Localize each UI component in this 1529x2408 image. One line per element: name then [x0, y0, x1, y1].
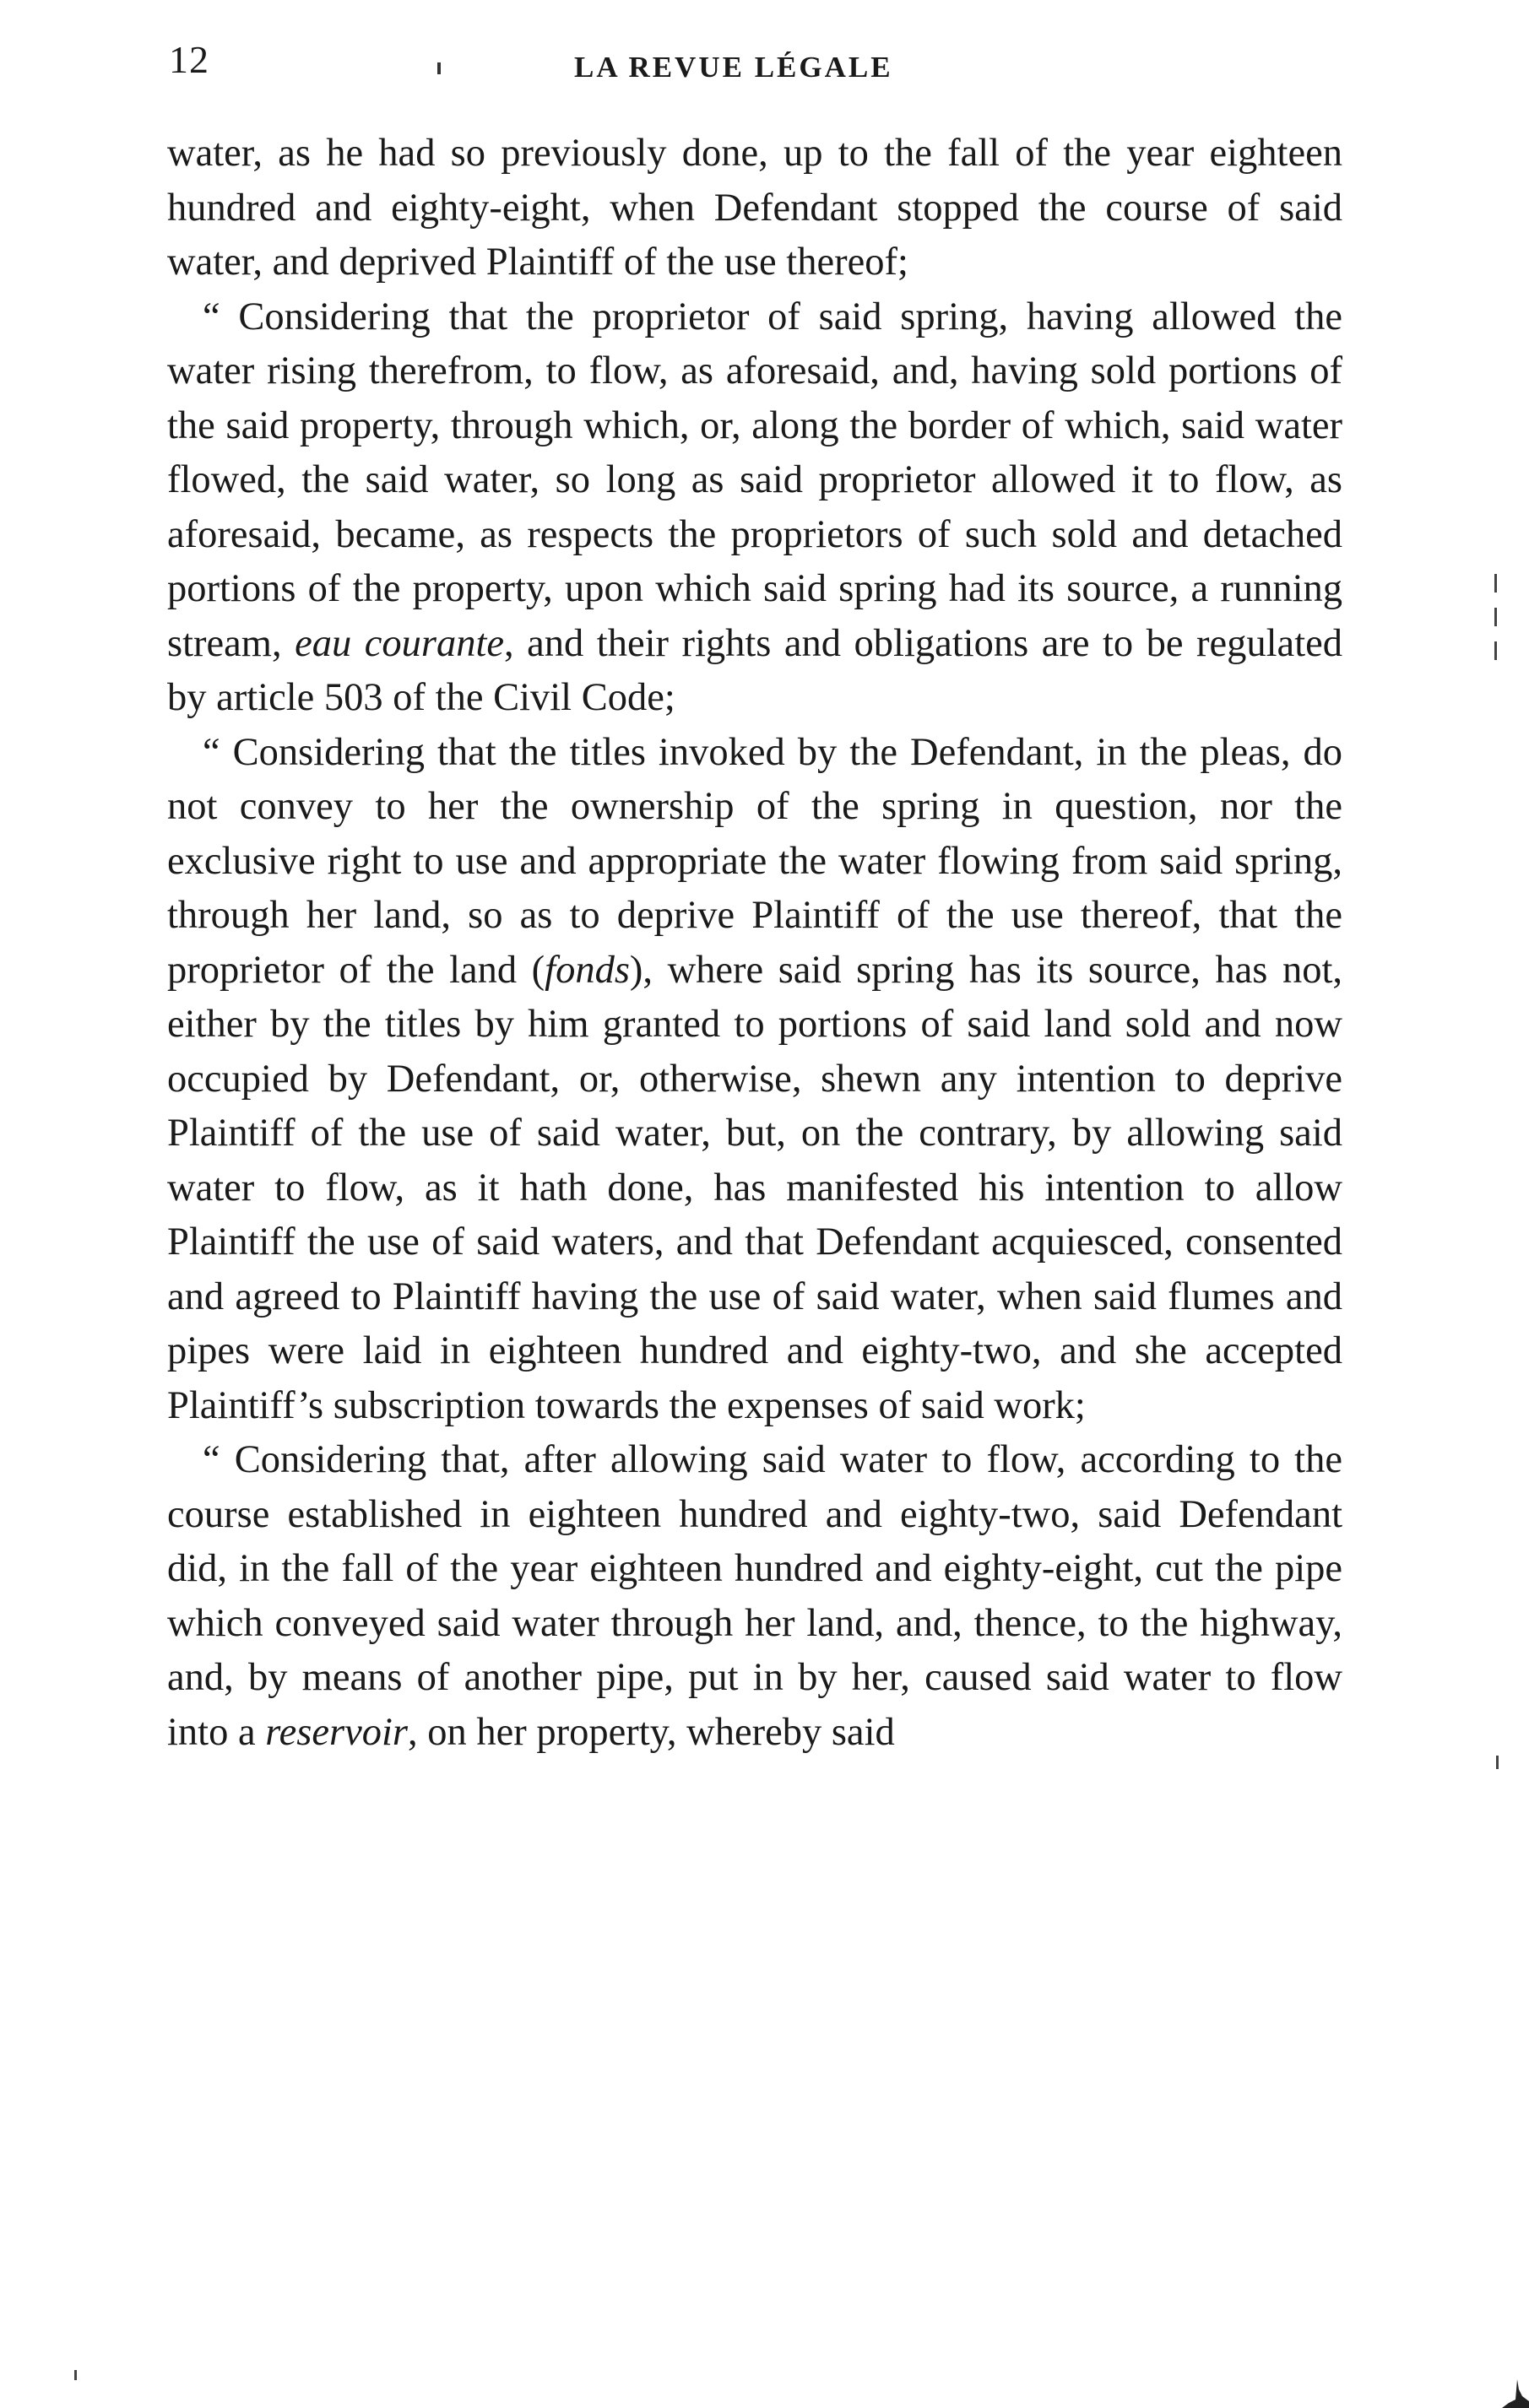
text-segment: “ Considering that, after allowing said water to flow, according to the course established in eighteen hundred and eighty-two, said Defendant did, in the fall of the year eighteen hundred and eighty-eight, cut the pipe which conveyed said water through her land, and, thence, to the highway, and, by means of another pipe, put in by her, caused said water to flow into a — [167, 1438, 1342, 1754]
text-segment: ), where said spring has its source, has not, either by the titles by him granted to portions of said land sold and now occupied by Defendant, or, otherwise, shewn any intention to deprive Plaintiff of the use of said water, but, on the contrary, by allowing said water to flow, as it hath done, has manifested his intention to allow Plaintiff the use of said waters, and that Defendant acquiesced, consented and agreed to Plaintiff having the use of said water, when said flumes and pipes were laid in eighteen hundred and eighty-two, and she accepted Plaintiff’s subscription towards the expenses of said work; — [167, 948, 1342, 1427]
header-ornament — [437, 62, 441, 74]
text-segment: , on her property, whereby said — [407, 1710, 895, 1754]
page-body — [167, 127, 1342, 1760]
margin-scan-mark — [1494, 641, 1497, 660]
italic-term: eau courante — [295, 621, 505, 665]
page-header — [169, 37, 1351, 88]
margin-scan-mark — [74, 2370, 77, 2380]
margin-scan-mark — [1496, 1756, 1499, 1769]
paragraph — [167, 290, 1342, 726]
margin-scan-mark — [1494, 574, 1497, 593]
corner-scan-mark — [1497, 2378, 1529, 2408]
text-segment: “ Considering that the proprietor of said spring, having allowed the water rising therefrom, to flow, as aforesaid, and, having sold portions of the said property, through which, or, along the border of which, said water flowed, the said water, so long as said proprietor allowed it to flow, as aforesaid, became, as respects the proprietors of such sold and detached portions of the property, upon which said spring had its source, a running stream, — [167, 295, 1342, 665]
paragraph — [167, 1433, 1342, 1760]
paragraph — [167, 726, 1342, 1434]
text-segment: water, as he had so previously done, up to the fall of the year eighteen hundred and eighty-eight, when Defendant stopped the course of said water, and deprived Plaintiff of the use thereof; — [167, 132, 1342, 284]
text-segment: “ Considering that the titles invoked by the Defendant, in the pleas, do not convey to her the ownership of the spring in question, nor the exclusive right to use and appropriate the water flowing from said spring, through her land, so as to deprive Plaintiff of the use thereof, that the proprietor of the land ( — [167, 730, 1342, 992]
italic-term: reservoir — [265, 1710, 408, 1754]
margin-scan-mark — [1494, 608, 1497, 626]
page-number: 12 — [169, 38, 209, 81]
paragraph — [167, 127, 1342, 290]
running-head: LA REVUE LÉGALE — [574, 51, 893, 84]
text-segment: , and their rights and obligations are to be regulated by article 503 of the Civil Code; — [167, 621, 1342, 719]
italic-term: fonds — [545, 948, 630, 992]
